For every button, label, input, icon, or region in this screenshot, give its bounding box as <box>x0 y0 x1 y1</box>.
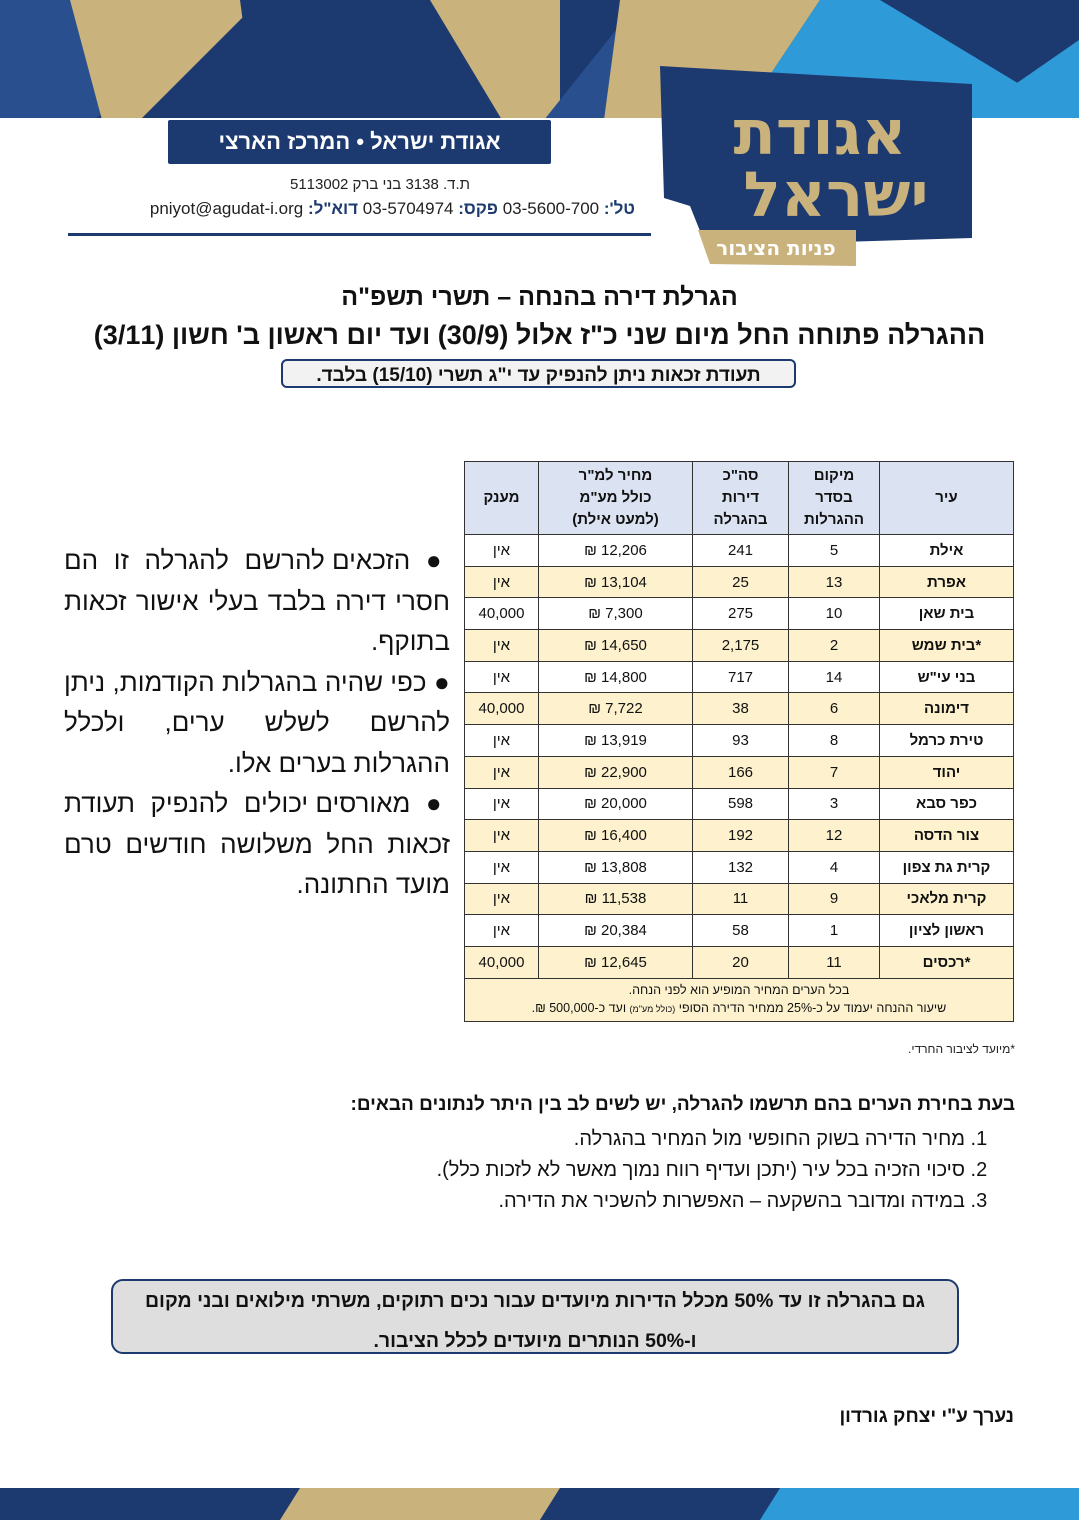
lottery-table <box>464 461 1014 1022</box>
quota-box <box>111 1279 959 1354</box>
email-label: דוא"ל: <box>307 199 359 218</box>
fax-label: פקס: <box>458 199 498 218</box>
agudat-israel-logo <box>660 66 972 266</box>
footer-banner <box>0 1488 1079 1520</box>
footnote-price: בכל הערים המחיר המופיע הוא לפני הנחה. <box>628 983 850 998</box>
author-credit: נערך ע"י יצחק גורדון <box>839 1406 1014 1427</box>
considerations-section <box>60 1094 1015 1217</box>
table-row: *רכסים 11 20 12,645 ₪ 40,000 <box>465 946 1014 978</box>
email-link[interactable]: pniyot@agudat-i.org <box>149 199 304 218</box>
postal-address: ת.ד. 3138 בני ברק 5113002 <box>289 176 470 193</box>
main-title: הגרלת דירה בהנחה – תשרי תשפ"ה <box>341 283 738 311</box>
quota-line-1: גם בהגרלה זו עד 50% מכלל הדירות מיועדים עבור נכים רתוקים, משרתי מילואים ובני מקום <box>145 1290 925 1312</box>
table-row: יהוד 7 166 22,900 ₪ אין <box>465 756 1014 788</box>
table-footnote-row <box>465 978 1014 1021</box>
list-item: 1. מחיר הדירה בשוק החופשי מול המחיר בהגרלה. <box>60 1124 965 1155</box>
table-row: טירת כרמל 8 93 13,919 ₪ אין <box>465 725 1014 757</box>
considerations-lead: בעת בחירת הערים בהם תרשמו להגרלה, יש לשים לב בין היתר לנתונים הבאים: <box>350 1094 1015 1115</box>
list-item: 3. במידה ומדובר בהשקעה – האפשרות להשכיר את הדירה. <box>60 1186 965 1217</box>
table-row: ראשון לציון 1 58 20,384 ₪ אין <box>465 915 1014 947</box>
asterisk-note: *מיועד לציבור החרדי. <box>908 1042 1015 1056</box>
org-title-bar: אגודת ישראל • המרכז הארצי <box>168 120 551 164</box>
tel-value: 03-5600-700 <box>502 199 600 218</box>
table-header-row <box>465 462 1014 535</box>
eligibility-bullets <box>64 540 450 905</box>
quota-line-2: ו-50% הנותרים מיועדים לכלל הציבור. <box>373 1330 697 1352</box>
table-row: צור הדסה 12 192 16,400 ₪ אין <box>465 820 1014 852</box>
contact-line <box>70 199 635 219</box>
col-city: עיר <box>880 462 1014 535</box>
table-row: אפרת 13 25 13,104 ₪ אין <box>465 566 1014 598</box>
fax-value: 03-5704974 <box>362 199 454 218</box>
table-row: כפר סבא 3 598 20,000 ₪ אין <box>465 788 1014 820</box>
logo-tagline: פניות הציבור <box>716 236 836 260</box>
contact-block <box>70 176 635 219</box>
eligibility-deadline-notice: תעודת זכאות ניתן להנפיק עד י"ג תשרי (15/10) בלבד. <box>281 359 796 388</box>
table-row: בני עי"ש 14 717 14,800 ₪ אין <box>465 661 1014 693</box>
bullet-item: ● מאורסים יכולים להנפיק תעודת זכאות החל משלושה חודשים טרם מועד החתונה. <box>64 788 450 899</box>
bullet-item: ● הזכאים להרשם להגרלה זו הם חסרי דירה בלבד בעלי אישור זכאות בתוקף. <box>64 545 450 656</box>
col-grant: מענק <box>465 462 539 535</box>
table-row: דימונה 6 38 7,722 ₪ 40,000 <box>465 693 1014 725</box>
bullet-item: ● כפי שהיה בהגרלות הקודמות, ניתן להרשם לשלש ערים, ולכלל ההגרלות בערים אלו. <box>64 666 450 778</box>
table-row: קרית מלאכי 9 11 11,538 ₪ אין <box>465 883 1014 915</box>
table-row: אילת 5 241 12,206 ₪ אין <box>465 535 1014 567</box>
considerations-list <box>60 1124 1015 1217</box>
table-row: בית שאן 10 275 7,300 ₪ 40,000 <box>465 598 1014 630</box>
lottery-period: ההגרלה פתוחה החל מיום שני כ"ז אלול (30/9) ועד יום ראשון ב' חשון (3/11) <box>93 320 986 350</box>
footnote-discount: שיעור ההנחה יעמוד על כ-25% ממחיר הדירה הסופי (כולל מע"מ) ועד כ-500,000 ₪. <box>531 1001 947 1016</box>
logo-word-1: אגודת <box>733 96 907 169</box>
col-price: מחיר למ"ר כולל מע"מ (למעט אילת) <box>539 462 693 535</box>
col-units: סה"כ דירות בהגרלה <box>693 462 789 535</box>
table-row: קרית גת צפון 4 132 13,808 ₪ אין <box>465 851 1014 883</box>
list-item: 2. סיכוי הזכיה בכל עיר (יתכן ועדיף רווח נמוך מאשר לא לזכות כלל). <box>60 1155 965 1186</box>
logo-word-2: ישראל <box>743 158 929 231</box>
contact-divider <box>68 233 651 236</box>
col-order: מיקום בסדר ההגרלות <box>789 462 880 535</box>
table-row: *בית שמש 2 2,175 14,650 ₪ אין <box>465 630 1014 662</box>
table-footnote <box>465 978 1014 1021</box>
tel-label: טל': <box>603 199 635 218</box>
